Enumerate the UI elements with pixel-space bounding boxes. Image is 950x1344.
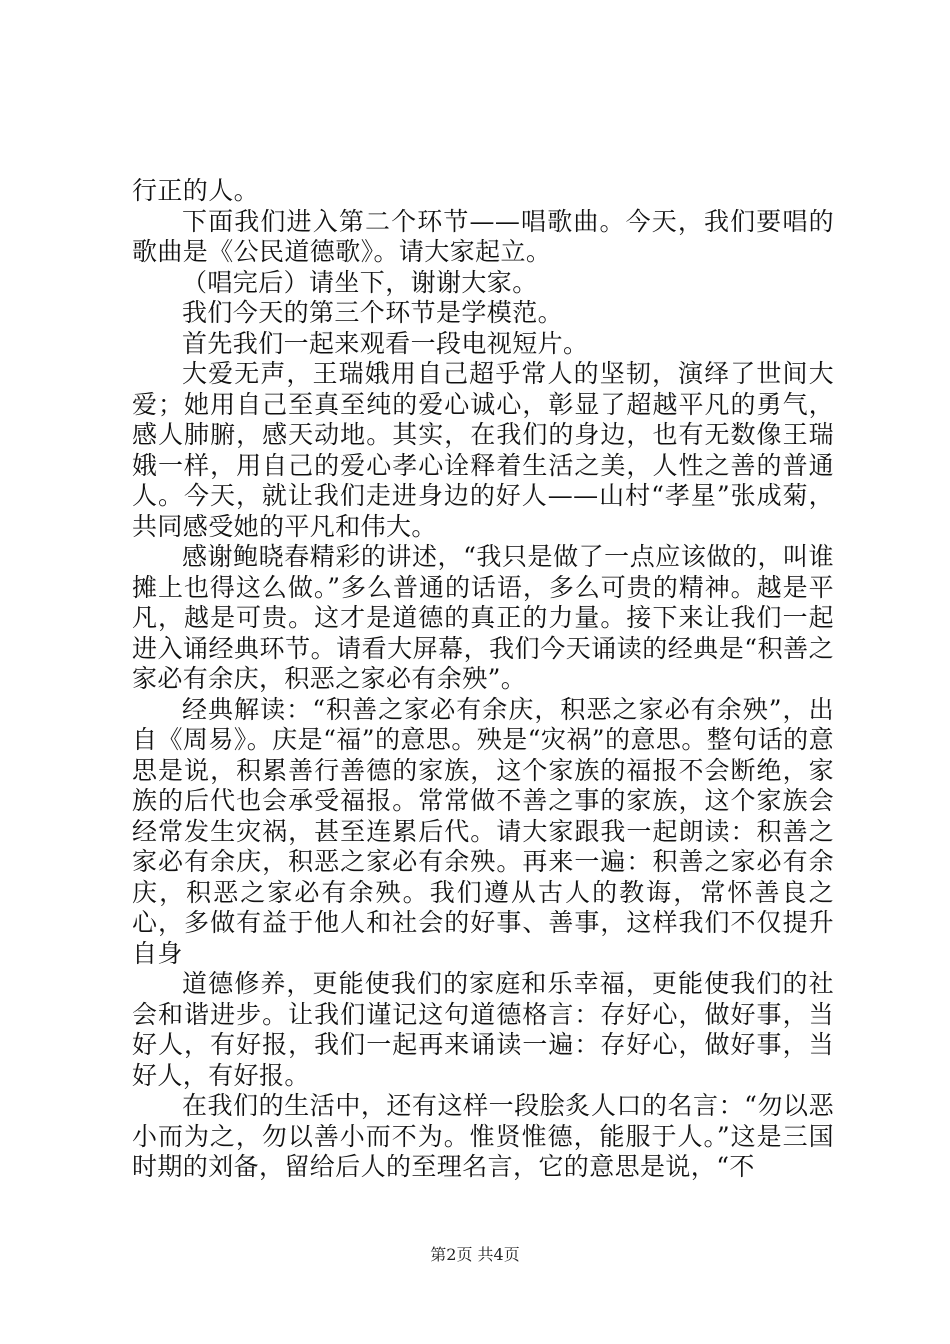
paragraph: 道德修养，更能使我们的家庭和乐幸福，更能使我们的社会和谐进步。让我们谨记这句道德格言：存好心，做好事，当好人，有好报，我们一起再来诵读一遍：存好心，做好事，当好人，有好报。 — [132, 969, 834, 1090]
paragraph: 行正的人。 — [132, 176, 260, 205]
page-footer — [0, 1244, 950, 1266]
paragraph: 感谢鲍晓春精彩的讲述，“我只是做了一点应该做的，叫谁摊上也得这么做。”多么普通的话语，多么可贵的精神。越是平凡，越是可贵。这才是道德的真正的力量。接下来让我们一起进入诵经典环节。请看大屏幕，我们今天诵读的经典是“积善之家必有余庆，积恶之家必有余殃”。 — [132, 542, 834, 693]
paragraph: 首先我们一起来观看一段电视短片。 — [182, 328, 589, 358]
paragraph: （唱完后）请坐下，谢谢大家。 — [182, 267, 538, 297]
paragraph: 我们今天的第三个环节是学模范。 — [182, 298, 564, 327]
paragraph: 大爱无声，王瑞娥用自己超乎常人的坚韧，演绎了世间大爱；她用自己至真至纯的爱心诚心，彰显了超越平凡的勇气，感人肺腑，感天动地。其实，在我们的身边，也有无数像王瑞娥一样，用自己的爱心孝心诠释着生活之美，人性之善的普通人。今天，就让我们走进身边的好人——山村“孝星”张成菊，共同感受她的平凡和伟大。 — [132, 359, 834, 541]
paragraph: 经典解读：“积善之家必有余庆，积恶之家必有余殃”，出自《周易》。庆是“福”的意思。殃是“灾祸”的意思。整句话的意思是说，积累善行善德的家族，这个家族的福报不会断绝，家族的后代也会承受福报。常常做不善之事的家族，这个家族会经常发生灾祸，甚至连累后代。请大家跟我一起朗读：积善之家必有余庆，积恶之家必有余殃。再来一遍：积善之家必有余庆，积恶之家必有余殃。我们遵从古人的教诲，常怀善良之心，多做有益于他人和社会的好事、善事，这样我们不仅提升自身 — [132, 694, 834, 968]
paragraph: 在我们的生活中，还有这样一段脍炙人口的名言：“勿以恶小而为之，勿以善小而不为。惟贤惟德，能服于人。”这是三国时期的刘备，留给后人的至理名言，它的意思是说，“不 — [132, 1091, 834, 1181]
document-body — [132, 176, 834, 1183]
paragraph: 下面我们进入第二个环节——唱歌曲。今天，我们要唱的歌曲是《公民道德歌》。请大家起立。 — [132, 206, 834, 266]
page-number-label: 第2页 共4页 — [430, 1245, 520, 1264]
